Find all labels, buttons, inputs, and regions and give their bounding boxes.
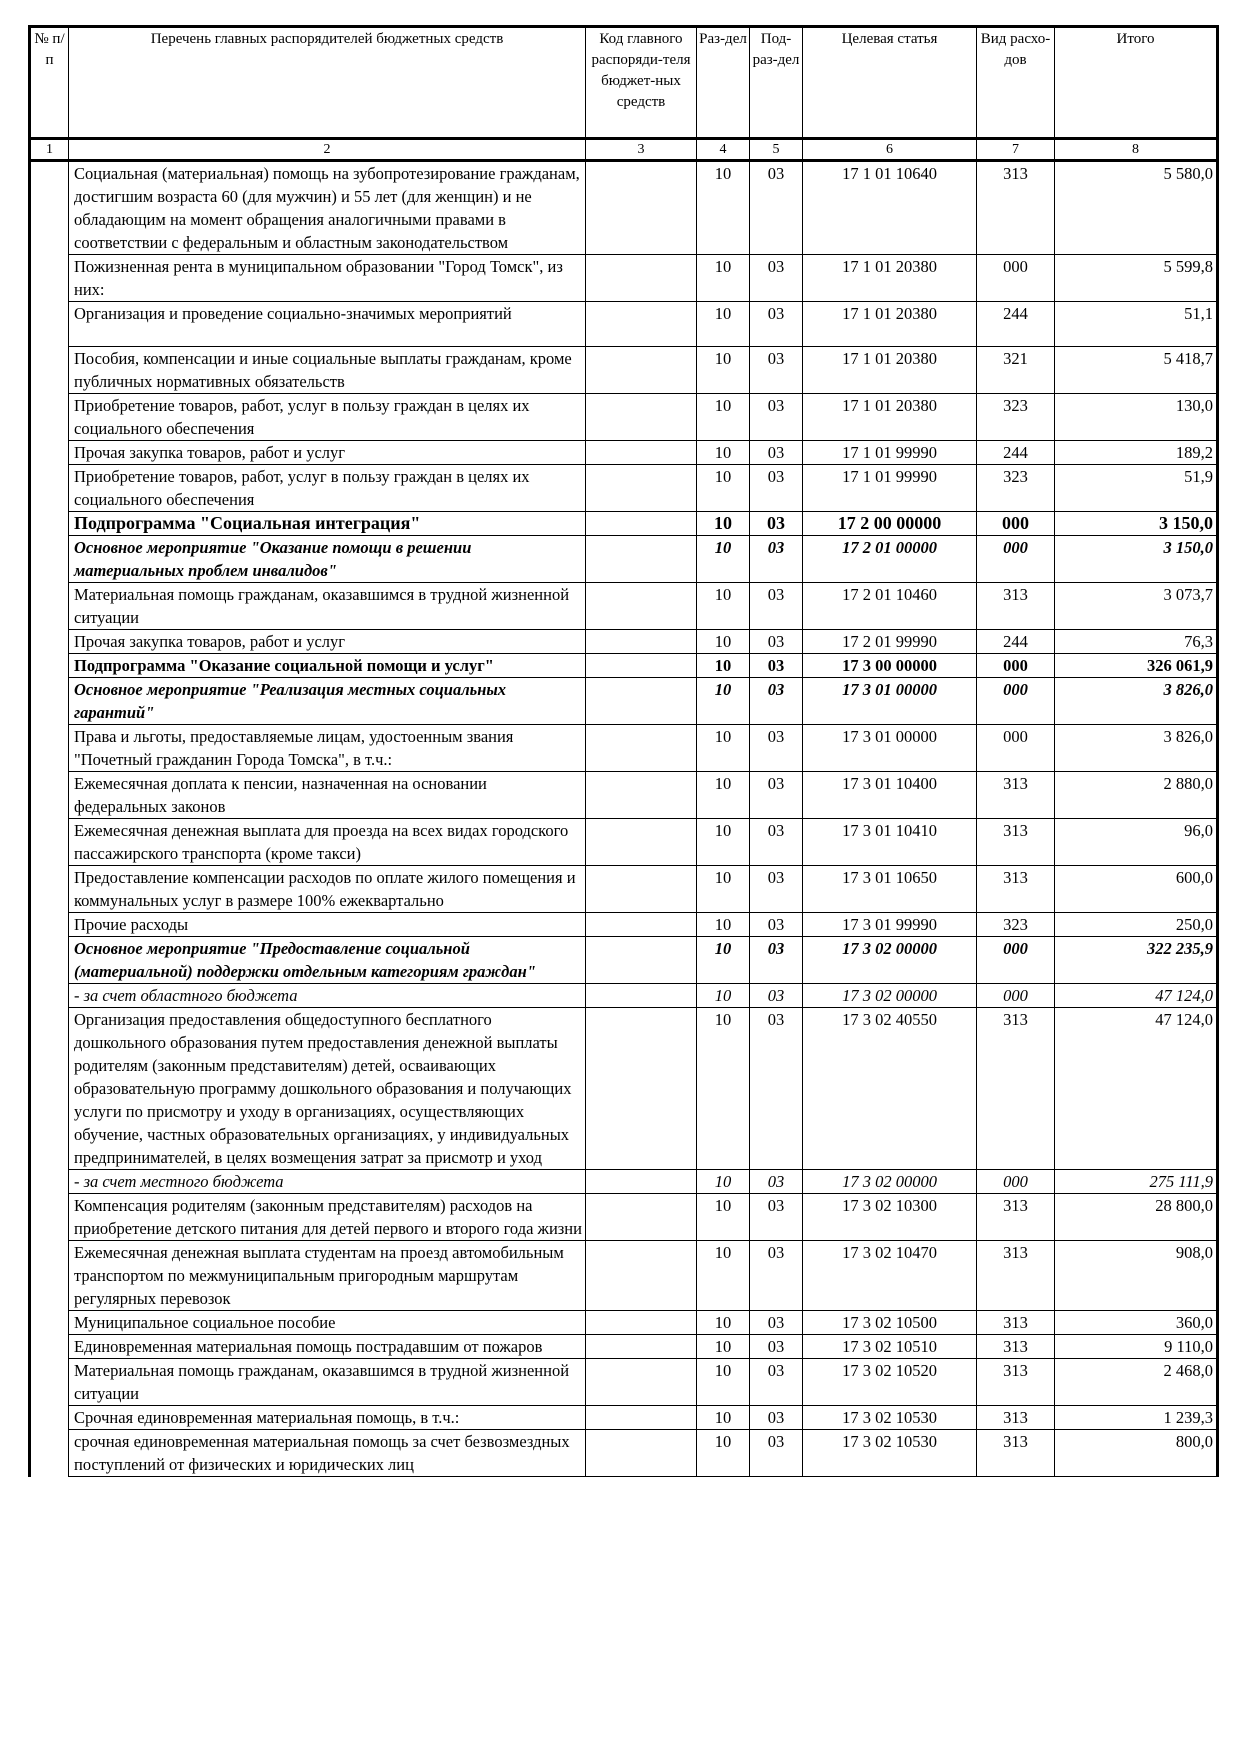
row-target: 17 2 01 99990 — [803, 630, 977, 654]
header-kind: Вид расхо-дов — [977, 27, 1055, 139]
table-row — [30, 937, 1218, 984]
row-section: 10 — [697, 512, 750, 536]
table-row — [30, 678, 1218, 725]
row-index — [30, 1311, 69, 1335]
row-section: 10 — [697, 1335, 750, 1359]
row-manager-code — [586, 512, 697, 536]
row-name: Предоставление компенсации расходов по оплате жилого помещения и коммунальных услуг в размере 100% ежеквартально — [69, 866, 586, 913]
col-number: 3 — [586, 139, 697, 161]
row-total: 47 124,0 — [1055, 1008, 1218, 1170]
row-total: 1 239,3 — [1055, 1406, 1218, 1430]
row-name: Права и льготы, предоставляемые лицам, удостоенным звания "Почетный гражданин Города Томска", в т.ч.: — [69, 725, 586, 772]
table-row — [30, 819, 1218, 866]
row-total: 76,3 — [1055, 630, 1218, 654]
row-manager-code — [586, 913, 697, 937]
row-subsection: 03 — [750, 1335, 803, 1359]
column-number-row — [30, 139, 1218, 161]
row-index — [30, 772, 69, 819]
row-name: Единовременная материальная помощь пострадавшим от пожаров — [69, 1335, 586, 1359]
row-total: 28 800,0 — [1055, 1194, 1218, 1241]
row-name: Приобретение товаров, работ, услуг в пользу граждан в целях их социального обеспечения — [69, 465, 586, 512]
row-manager-code — [586, 583, 697, 630]
col-number: 4 — [697, 139, 750, 161]
row-index — [30, 866, 69, 913]
row-subsection: 03 — [750, 465, 803, 512]
row-subsection: 03 — [750, 161, 803, 255]
row-section: 10 — [697, 772, 750, 819]
row-kind: 313 — [977, 1335, 1055, 1359]
row-total: 3 826,0 — [1055, 678, 1218, 725]
row-index — [30, 512, 69, 536]
row-subsection: 03 — [750, 654, 803, 678]
row-manager-code — [586, 465, 697, 512]
row-section: 10 — [697, 984, 750, 1008]
row-manager-code — [586, 302, 697, 347]
row-section: 10 — [697, 1430, 750, 1477]
row-total: 3 150,0 — [1055, 536, 1218, 583]
row-name: Основное мероприятие "Предоставление социальной (материальной) поддержки отдельным категориям граждан" — [69, 937, 586, 984]
row-subsection: 03 — [750, 441, 803, 465]
row-manager-code — [586, 725, 697, 772]
row-subsection: 03 — [750, 725, 803, 772]
row-subsection: 03 — [750, 1430, 803, 1477]
row-section: 10 — [697, 630, 750, 654]
row-target: 17 2 01 00000 — [803, 536, 977, 583]
row-manager-code — [586, 394, 697, 441]
row-kind: 323 — [977, 465, 1055, 512]
row-section: 10 — [697, 725, 750, 772]
header-target: Целевая статья — [803, 27, 977, 139]
row-total: 908,0 — [1055, 1241, 1218, 1311]
row-subsection: 03 — [750, 1311, 803, 1335]
row-section: 10 — [697, 1008, 750, 1170]
row-total: 51,1 — [1055, 302, 1218, 347]
table-row — [30, 1241, 1218, 1311]
row-manager-code — [586, 1430, 697, 1477]
table-row — [30, 1311, 1218, 1335]
row-kind: 323 — [977, 394, 1055, 441]
row-manager-code — [586, 1194, 697, 1241]
row-kind: 313 — [977, 819, 1055, 866]
row-target: 17 3 02 10530 — [803, 1430, 977, 1477]
row-section: 10 — [697, 819, 750, 866]
row-target: 17 3 01 10400 — [803, 772, 977, 819]
row-target: 17 3 00 00000 — [803, 654, 977, 678]
row-total: 800,0 — [1055, 1430, 1218, 1477]
row-subsection: 03 — [750, 583, 803, 630]
row-target: 17 1 01 99990 — [803, 441, 977, 465]
row-target: 17 3 02 10530 — [803, 1406, 977, 1430]
row-kind: 313 — [977, 583, 1055, 630]
row-name: Прочая закупка товаров, работ и услуг — [69, 441, 586, 465]
row-subsection: 03 — [750, 512, 803, 536]
row-name: Муниципальное социальное пособие — [69, 1311, 586, 1335]
row-section: 10 — [697, 1170, 750, 1194]
row-subsection: 03 — [750, 772, 803, 819]
row-section: 10 — [697, 937, 750, 984]
row-subsection: 03 — [750, 347, 803, 394]
table-row — [30, 630, 1218, 654]
row-manager-code — [586, 347, 697, 394]
row-index — [30, 302, 69, 347]
row-total: 250,0 — [1055, 913, 1218, 937]
row-target: 17 3 02 10510 — [803, 1335, 977, 1359]
row-kind: 313 — [977, 1241, 1055, 1311]
row-subsection: 03 — [750, 536, 803, 583]
row-target: 17 3 01 00000 — [803, 678, 977, 725]
table-row — [30, 866, 1218, 913]
header-index: № п/п — [30, 27, 69, 139]
row-name: Основное мероприятие "Оказание помощи в решении материальных проблем инвалидов" — [69, 536, 586, 583]
table-row — [30, 161, 1218, 255]
table-row — [30, 654, 1218, 678]
row-kind: 313 — [977, 1008, 1055, 1170]
row-name: Ежемесячная доплата к пенсии, назначенная на основании федеральных законов — [69, 772, 586, 819]
table-row — [30, 1406, 1218, 1430]
row-kind: 244 — [977, 441, 1055, 465]
row-section: 10 — [697, 583, 750, 630]
row-name: Компенсация родителям (законным представителям) расходов на приобретение детского питания для детей первого и второго года жизни — [69, 1194, 586, 1241]
row-total: 47 124,0 — [1055, 984, 1218, 1008]
table-row — [30, 394, 1218, 441]
row-index — [30, 347, 69, 394]
row-total: 2 880,0 — [1055, 772, 1218, 819]
row-kind: 000 — [977, 984, 1055, 1008]
col-number: 6 — [803, 139, 977, 161]
row-name: - за счет местного бюджета — [69, 1170, 586, 1194]
row-target: 17 1 01 20380 — [803, 394, 977, 441]
table-row — [30, 913, 1218, 937]
row-subsection: 03 — [750, 984, 803, 1008]
table-row — [30, 1170, 1218, 1194]
row-index — [30, 1359, 69, 1406]
row-kind: 000 — [977, 512, 1055, 536]
header-manager-code: Код главного распоряди-теля бюджет-ных средств — [586, 27, 697, 139]
row-section: 10 — [697, 1194, 750, 1241]
row-total: 3 150,0 — [1055, 512, 1218, 536]
row-subsection: 03 — [750, 1406, 803, 1430]
table-row — [30, 1430, 1218, 1477]
row-subsection: 03 — [750, 255, 803, 302]
row-kind: 313 — [977, 866, 1055, 913]
row-manager-code — [586, 255, 697, 302]
row-name: Подпрограмма "Социальная интеграция" — [69, 512, 586, 536]
row-total: 96,0 — [1055, 819, 1218, 866]
row-index — [30, 1170, 69, 1194]
row-name: Организация и проведение социально-значимых мероприятий — [69, 302, 586, 347]
row-target: 17 3 02 00000 — [803, 984, 977, 1008]
row-target: 17 2 01 10460 — [803, 583, 977, 630]
row-total: 5 418,7 — [1055, 347, 1218, 394]
row-section: 10 — [697, 161, 750, 255]
row-subsection: 03 — [750, 913, 803, 937]
table-row — [30, 1359, 1218, 1406]
row-section: 10 — [697, 1406, 750, 1430]
header-subsection: Под-раз-дел — [750, 27, 803, 139]
row-index — [30, 1406, 69, 1430]
row-total: 275 111,9 — [1055, 1170, 1218, 1194]
row-section: 10 — [697, 302, 750, 347]
row-manager-code — [586, 654, 697, 678]
header-total: Итого — [1055, 27, 1218, 139]
col-number: 8 — [1055, 139, 1218, 161]
row-section: 10 — [697, 255, 750, 302]
col-number: 5 — [750, 139, 803, 161]
row-total: 9 110,0 — [1055, 1335, 1218, 1359]
row-manager-code — [586, 984, 697, 1008]
row-manager-code — [586, 1359, 697, 1406]
row-kind: 000 — [977, 725, 1055, 772]
table-row — [30, 583, 1218, 630]
table-row — [30, 1194, 1218, 1241]
col-number: 7 — [977, 139, 1055, 161]
row-name: Приобретение товаров, работ, услуг в пользу граждан в целях их социального обеспечения — [69, 394, 586, 441]
row-subsection: 03 — [750, 1241, 803, 1311]
row-kind: 313 — [977, 1311, 1055, 1335]
row-index — [30, 678, 69, 725]
table-body — [30, 161, 1218, 1477]
row-target: 17 1 01 99990 — [803, 465, 977, 512]
row-section: 10 — [697, 536, 750, 583]
row-index — [30, 819, 69, 866]
table-row — [30, 725, 1218, 772]
row-target: 17 3 01 99990 — [803, 913, 977, 937]
row-name: Организация предоставления общедоступного бесплатного дошкольного образования путем предоставления денежной выплаты родителям (законным представителям) детей, осваивающих образовательную программу дошкольного образования и получающих услуги по присмотру и уходу в организациях, осуществляющих обучение, частных образовательных организациях, у индивидуальных предпринимателей, в целях возмещения затрат за присмотр и уход — [69, 1008, 586, 1170]
row-kind: 313 — [977, 1430, 1055, 1477]
row-name: Ежемесячная денежная выплата для проезда на всех видах городского пассажирского транспорта (кроме такси) — [69, 819, 586, 866]
row-total: 360,0 — [1055, 1311, 1218, 1335]
row-subsection: 03 — [750, 394, 803, 441]
row-total: 2 468,0 — [1055, 1359, 1218, 1406]
row-total: 600,0 — [1055, 866, 1218, 913]
table-row — [30, 1335, 1218, 1359]
row-section: 10 — [697, 394, 750, 441]
row-section: 10 — [697, 1241, 750, 1311]
row-manager-code — [586, 1170, 697, 1194]
row-index — [30, 465, 69, 512]
row-manager-code — [586, 441, 697, 465]
row-index — [30, 441, 69, 465]
row-kind: 313 — [977, 1406, 1055, 1430]
row-manager-code — [586, 819, 697, 866]
row-target: 17 3 02 10300 — [803, 1194, 977, 1241]
row-manager-code — [586, 1335, 697, 1359]
row-manager-code — [586, 161, 697, 255]
row-manager-code — [586, 772, 697, 819]
row-subsection: 03 — [750, 866, 803, 913]
row-total: 5 580,0 — [1055, 161, 1218, 255]
col-number: 1 — [30, 139, 69, 161]
row-subsection: 03 — [750, 678, 803, 725]
row-kind: 000 — [977, 654, 1055, 678]
row-name: Подпрограмма "Оказание социальной помощи и услуг" — [69, 654, 586, 678]
row-section: 10 — [697, 654, 750, 678]
row-target: 17 3 02 00000 — [803, 1170, 977, 1194]
header-name: Перечень главных распорядителей бюджетных средств — [69, 27, 586, 139]
row-target: 17 3 02 00000 — [803, 937, 977, 984]
table-row — [30, 255, 1218, 302]
row-kind: 313 — [977, 1359, 1055, 1406]
row-name: Социальная (материальная) помощь на зубопротезирование гражданам, достигшим возраста 60 (для мужчин) и 55 лет (для женщин) и не обладающим на момент обращения аналогичными правами в соответствии с федеральным и областным законодательством — [69, 161, 586, 255]
row-total: 326 061,9 — [1055, 654, 1218, 678]
row-index — [30, 913, 69, 937]
row-manager-code — [586, 1241, 697, 1311]
row-index — [30, 1335, 69, 1359]
row-target: 17 1 01 20380 — [803, 302, 977, 347]
row-target: 17 3 02 10520 — [803, 1359, 977, 1406]
row-target: 17 3 02 10500 — [803, 1311, 977, 1335]
row-name: Материальная помощь гражданам, оказавшимся в трудной жизненной ситуации — [69, 1359, 586, 1406]
table-row — [30, 772, 1218, 819]
row-name: Прочая закупка товаров, работ и услуг — [69, 630, 586, 654]
row-manager-code — [586, 1406, 697, 1430]
row-target: 17 3 01 00000 — [803, 725, 977, 772]
row-manager-code — [586, 678, 697, 725]
row-section: 10 — [697, 1311, 750, 1335]
row-kind: 000 — [977, 1170, 1055, 1194]
row-section: 10 — [697, 1359, 750, 1406]
row-index — [30, 1008, 69, 1170]
row-total: 5 599,8 — [1055, 255, 1218, 302]
row-name: Ежемесячная денежная выплата студентам на проезд автомобильным транспортом по межмуниципальным пригородным маршрутам регулярных перевозок — [69, 1241, 586, 1311]
row-index — [30, 255, 69, 302]
row-subsection: 03 — [750, 1194, 803, 1241]
row-kind: 321 — [977, 347, 1055, 394]
row-total: 322 235,9 — [1055, 937, 1218, 984]
header-row — [30, 27, 1218, 139]
row-kind: 313 — [977, 772, 1055, 819]
row-name: Прочие расходы — [69, 913, 586, 937]
row-total: 3 826,0 — [1055, 725, 1218, 772]
row-section: 10 — [697, 347, 750, 394]
row-name: - за счет областного бюджета — [69, 984, 586, 1008]
row-kind: 313 — [977, 1194, 1055, 1241]
row-index — [30, 1241, 69, 1311]
row-manager-code — [586, 866, 697, 913]
row-kind: 000 — [977, 536, 1055, 583]
row-index — [30, 1194, 69, 1241]
table-row — [30, 512, 1218, 536]
row-subsection: 03 — [750, 1008, 803, 1170]
row-section: 10 — [697, 866, 750, 913]
row-section: 10 — [697, 913, 750, 937]
row-subsection: 03 — [750, 937, 803, 984]
row-subsection: 03 — [750, 1359, 803, 1406]
budget-table — [28, 25, 1219, 1477]
table-row — [30, 347, 1218, 394]
row-manager-code — [586, 630, 697, 654]
row-subsection: 03 — [750, 819, 803, 866]
row-name: Пособия, компенсации и иные социальные выплаты гражданам, кроме публичных нормативных обязательств — [69, 347, 586, 394]
table-row — [30, 536, 1218, 583]
row-index — [30, 937, 69, 984]
row-target: 17 2 00 00000 — [803, 512, 977, 536]
table-row — [30, 441, 1218, 465]
row-index — [30, 984, 69, 1008]
row-kind: 313 — [977, 161, 1055, 255]
row-target: 17 1 01 20380 — [803, 347, 977, 394]
row-kind: 244 — [977, 302, 1055, 347]
row-index — [30, 536, 69, 583]
row-section: 10 — [697, 678, 750, 725]
row-manager-code — [586, 536, 697, 583]
row-target: 17 3 01 10410 — [803, 819, 977, 866]
row-total: 51,9 — [1055, 465, 1218, 512]
row-name: Материальная помощь гражданам, оказавшимся в трудной жизненной ситуации — [69, 583, 586, 630]
row-name: Основное мероприятие "Реализация местных социальных гарантий" — [69, 678, 586, 725]
row-subsection: 03 — [750, 630, 803, 654]
table-row — [30, 302, 1218, 347]
table-row — [30, 1008, 1218, 1170]
row-index — [30, 1430, 69, 1477]
row-section: 10 — [697, 441, 750, 465]
row-index — [30, 630, 69, 654]
row-manager-code — [586, 1008, 697, 1170]
row-index — [30, 161, 69, 255]
table-row — [30, 465, 1218, 512]
row-manager-code — [586, 1311, 697, 1335]
row-subsection: 03 — [750, 1170, 803, 1194]
row-total: 3 073,7 — [1055, 583, 1218, 630]
row-target: 17 3 02 10470 — [803, 1241, 977, 1311]
row-target: 17 3 01 10650 — [803, 866, 977, 913]
row-subsection: 03 — [750, 302, 803, 347]
row-index — [30, 583, 69, 630]
row-target: 17 3 02 40550 — [803, 1008, 977, 1170]
row-name: Срочная единовременная материальная помощь, в т.ч.: — [69, 1406, 586, 1430]
row-total: 189,2 — [1055, 441, 1218, 465]
col-number: 2 — [69, 139, 586, 161]
row-name: Пожизненная рента в муниципальном образовании "Город Томск", из них: — [69, 255, 586, 302]
row-index — [30, 725, 69, 772]
table-row — [30, 984, 1218, 1008]
row-section: 10 — [697, 465, 750, 512]
row-kind: 000 — [977, 678, 1055, 725]
row-kind: 244 — [977, 630, 1055, 654]
row-manager-code — [586, 937, 697, 984]
row-total: 130,0 — [1055, 394, 1218, 441]
row-kind: 000 — [977, 255, 1055, 302]
row-target: 17 1 01 10640 — [803, 161, 977, 255]
row-target: 17 1 01 20380 — [803, 255, 977, 302]
row-kind: 323 — [977, 913, 1055, 937]
row-index — [30, 394, 69, 441]
row-kind: 000 — [977, 937, 1055, 984]
row-name: срочная единовременная материальная помощь за счет безвозмездных поступлений от физических и юридических лиц — [69, 1430, 586, 1477]
row-index — [30, 654, 69, 678]
header-section: Раз-дел — [697, 27, 750, 139]
